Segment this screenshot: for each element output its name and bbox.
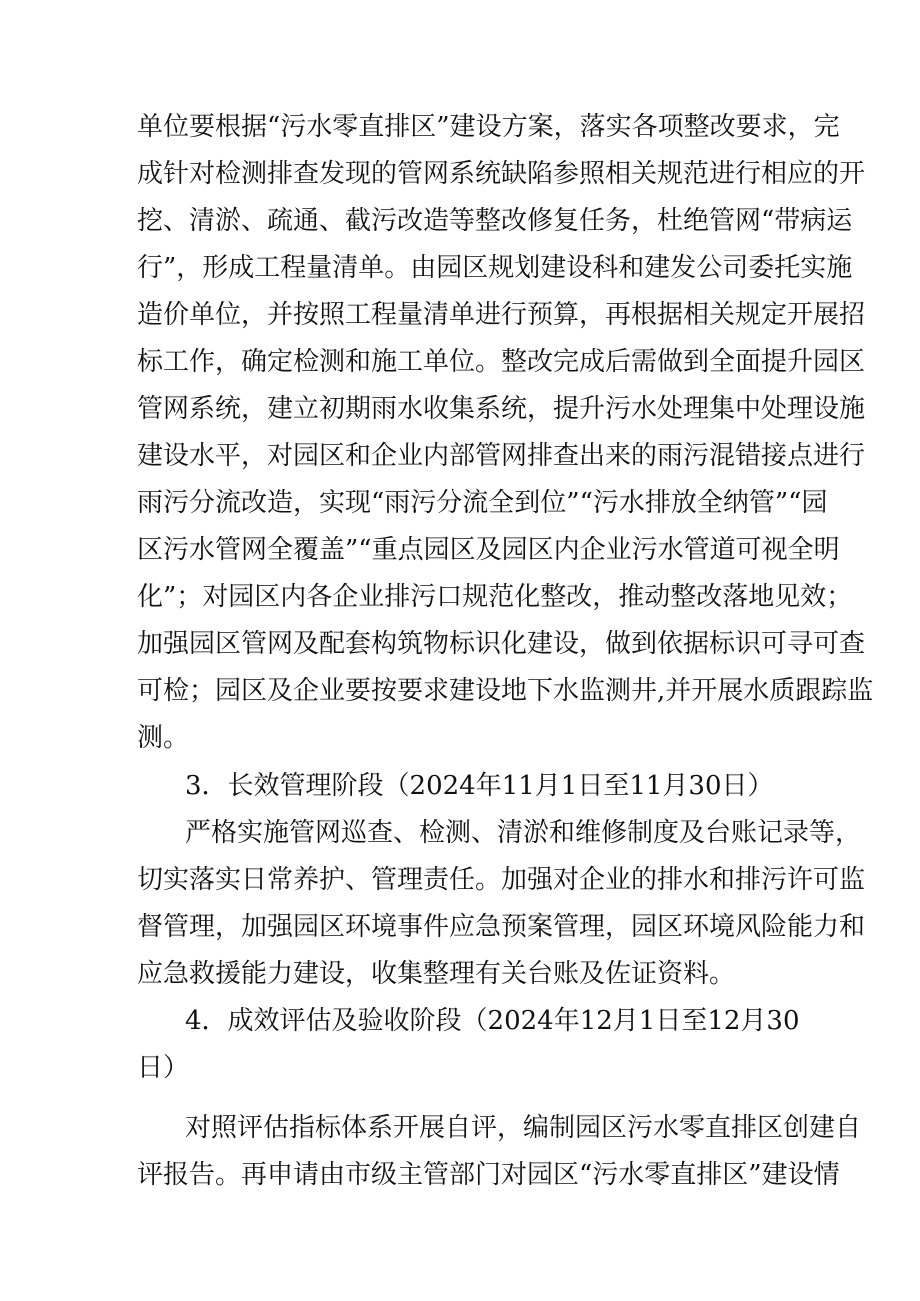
text-line: 管网系统，建立初期雨水收集系统，提升污水处理集中处理设施: [137, 394, 866, 424]
text-line: 督管理，加强园区环境事件应急预案管理，园区环境风险能力和: [137, 912, 866, 942]
text-line: 雨污分流改造，实现“雨污分流全到位”“污水排放全纳管”“园: [137, 488, 828, 518]
text-line: 严格实施管网巡查、检测、清淤和维修制度及台账记录等，: [185, 818, 862, 848]
text-line: 建设水平，对园区和企业内部管网排查出来的雨污混错接点进行: [137, 441, 866, 471]
text-line: 标工作，确定检测和施工单位。整改完成后需做到全面提升园区: [137, 347, 866, 377]
text-line: 切实落实日常养护、管理责任。加强对企业的排水和排污许可监: [137, 865, 866, 895]
text-line: 可检；园区及企业要按要求建设地下水监测井,并开展水质跟踪监: [137, 676, 874, 706]
text-line: 挖、清淤、疏通、截污改造等整改修复任务，杜绝管网“带病运: [137, 206, 853, 236]
text-line: 评报告。再申请由市级主管部门对园区“污水零直排区”建设情: [137, 1160, 840, 1190]
text-line: 造价单位，并按照工程量清单进行预算，再根据相关规定开展招: [137, 300, 866, 330]
text-line: 行”，形成工程量清单。由园区规划建设科和建发公司委托实施: [137, 253, 853, 283]
text-line: 成针对检测排查发现的管网系统缺陷参照相关规范进行相应的开: [137, 159, 866, 189]
section-heading-continuation: 日）: [137, 1053, 190, 1083]
text-line: 单位要根据“污水零直排区”建设方案，落实各项整改要求，完: [137, 112, 840, 142]
text-line: 测。: [137, 723, 190, 753]
section-heading: 3．长效管理阶段（2024年11月1日至11月30日）: [185, 771, 774, 801]
text-line: 区污水管网全覆盖”“重点园区及园区内企业污水管道可视全明: [137, 535, 840, 565]
text-line: 加强园区管网及配套构筑物标识化建设，做到依据标识可寻可查: [137, 629, 866, 659]
section-heading: 4．成效评估及验收阶段（2024年12月1日至12月30: [185, 1006, 800, 1036]
text-line: 对照评估指标体系开展自评，编制园区污水零直排区创建自: [185, 1113, 862, 1143]
text-line: 应急救援能力建设，收集整理有关台账及佐证资料。: [137, 959, 736, 989]
text-line: 化”；对园区内各企业排污口规范化整改，推动整改落地见效；: [137, 582, 853, 612]
